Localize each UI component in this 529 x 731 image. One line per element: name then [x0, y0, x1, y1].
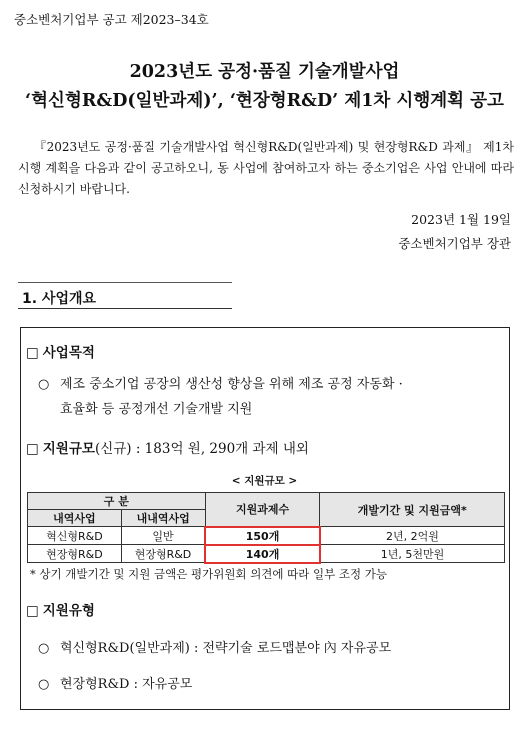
purpose-heading-label: 사업목적	[42, 345, 95, 361]
square-bullet-icon: □	[26, 441, 39, 457]
purpose-line1	[38, 373, 403, 392]
table-header-program: 내역사업	[28, 510, 122, 527]
notice-date: 2023년 1월 19일	[411, 212, 511, 227]
notice-number: 중소벤처기업부 공고 제2023–34호	[14, 12, 209, 27]
table-cell: 현장형R&D	[28, 545, 122, 563]
table-footnote: * 상기 개발기간 및 지원 금액은 평가위원회 의견에 따라 일부 조정 가능	[30, 567, 388, 581]
table-cell: 1년, 5천만원	[320, 545, 505, 563]
types-heading-label: 지원유형	[42, 603, 95, 619]
notice-issuer: 중소벤처기업부 장관	[398, 236, 511, 251]
square-bullet-icon: □	[26, 603, 39, 619]
table-cell: 혁신형R&D	[28, 527, 122, 545]
table-group-header: 구 분	[28, 493, 206, 510]
table-cell: 현장형R&D	[121, 545, 205, 563]
table-caption: < 지원규모 >	[231, 475, 298, 487]
purpose-heading	[26, 341, 95, 361]
table-cell: 일반	[121, 527, 205, 545]
circle-bullet-icon: ○	[38, 677, 50, 692]
types-item2-text: 현장형R&D : 자유공모	[60, 677, 193, 692]
types-item1-text: 혁신형R&D(일반과제) : 전략기술 로드맵분야 內 자유공모	[60, 641, 392, 656]
table-header-period: 개발기간 및 지원금액*	[320, 493, 505, 527]
scale-heading	[26, 437, 309, 457]
scale-detail: (신규) : 183억 원, 290개 과제 내외	[94, 441, 309, 457]
page-title-line1: 2023년도 공정·품질 기술개발사업	[129, 62, 400, 82]
types-item1	[38, 637, 391, 656]
intro-text: 『2023년도 공정·품질 기술개발사업 혁신형R&D(일반과제) 및 현장형R&D 과제』 제1차 시행 계획을 다음과 같이 공고하오니, 동 사업에 참여하고자 하는 중소기업은 사업 안내에 따라 신청하시기 바랍니다.	[18, 140, 514, 196]
scale-heading-label: 지원규모	[42, 441, 95, 457]
purpose-text-line1: 제조 중소기업 공장의 생산성 향상을 위해 제조 공정 자동화 ·	[60, 377, 403, 392]
table-row	[28, 527, 505, 545]
table-header-subprogram: 내내역사업	[121, 510, 205, 527]
table-cell: 2년, 2억원	[320, 527, 505, 545]
table-row	[28, 545, 505, 563]
table-cell-highlighted: 140개	[205, 545, 320, 563]
purpose-line2: 효율화 등 공정개선 기술개발 지원	[60, 402, 253, 417]
support-scale-table	[27, 492, 505, 564]
table-header-count: 지원과제수	[205, 493, 320, 527]
section-divider-bottom	[18, 308, 232, 309]
square-bullet-icon: □	[26, 345, 39, 361]
page-title-line2: ‘혁신형R&D(일반과제)’, ‘현장형R&D’ 제1차 시행계획 공고	[25, 91, 504, 111]
circle-bullet-icon: ○	[38, 641, 50, 656]
intro-paragraph	[18, 137, 514, 200]
types-item2	[38, 673, 192, 692]
table-cell-highlighted: 150개	[205, 527, 320, 545]
types-heading	[26, 599, 95, 619]
circle-bullet-icon: ○	[38, 377, 50, 392]
section-divider-top	[18, 282, 232, 283]
section-title: 1. 사업개요	[22, 291, 97, 307]
